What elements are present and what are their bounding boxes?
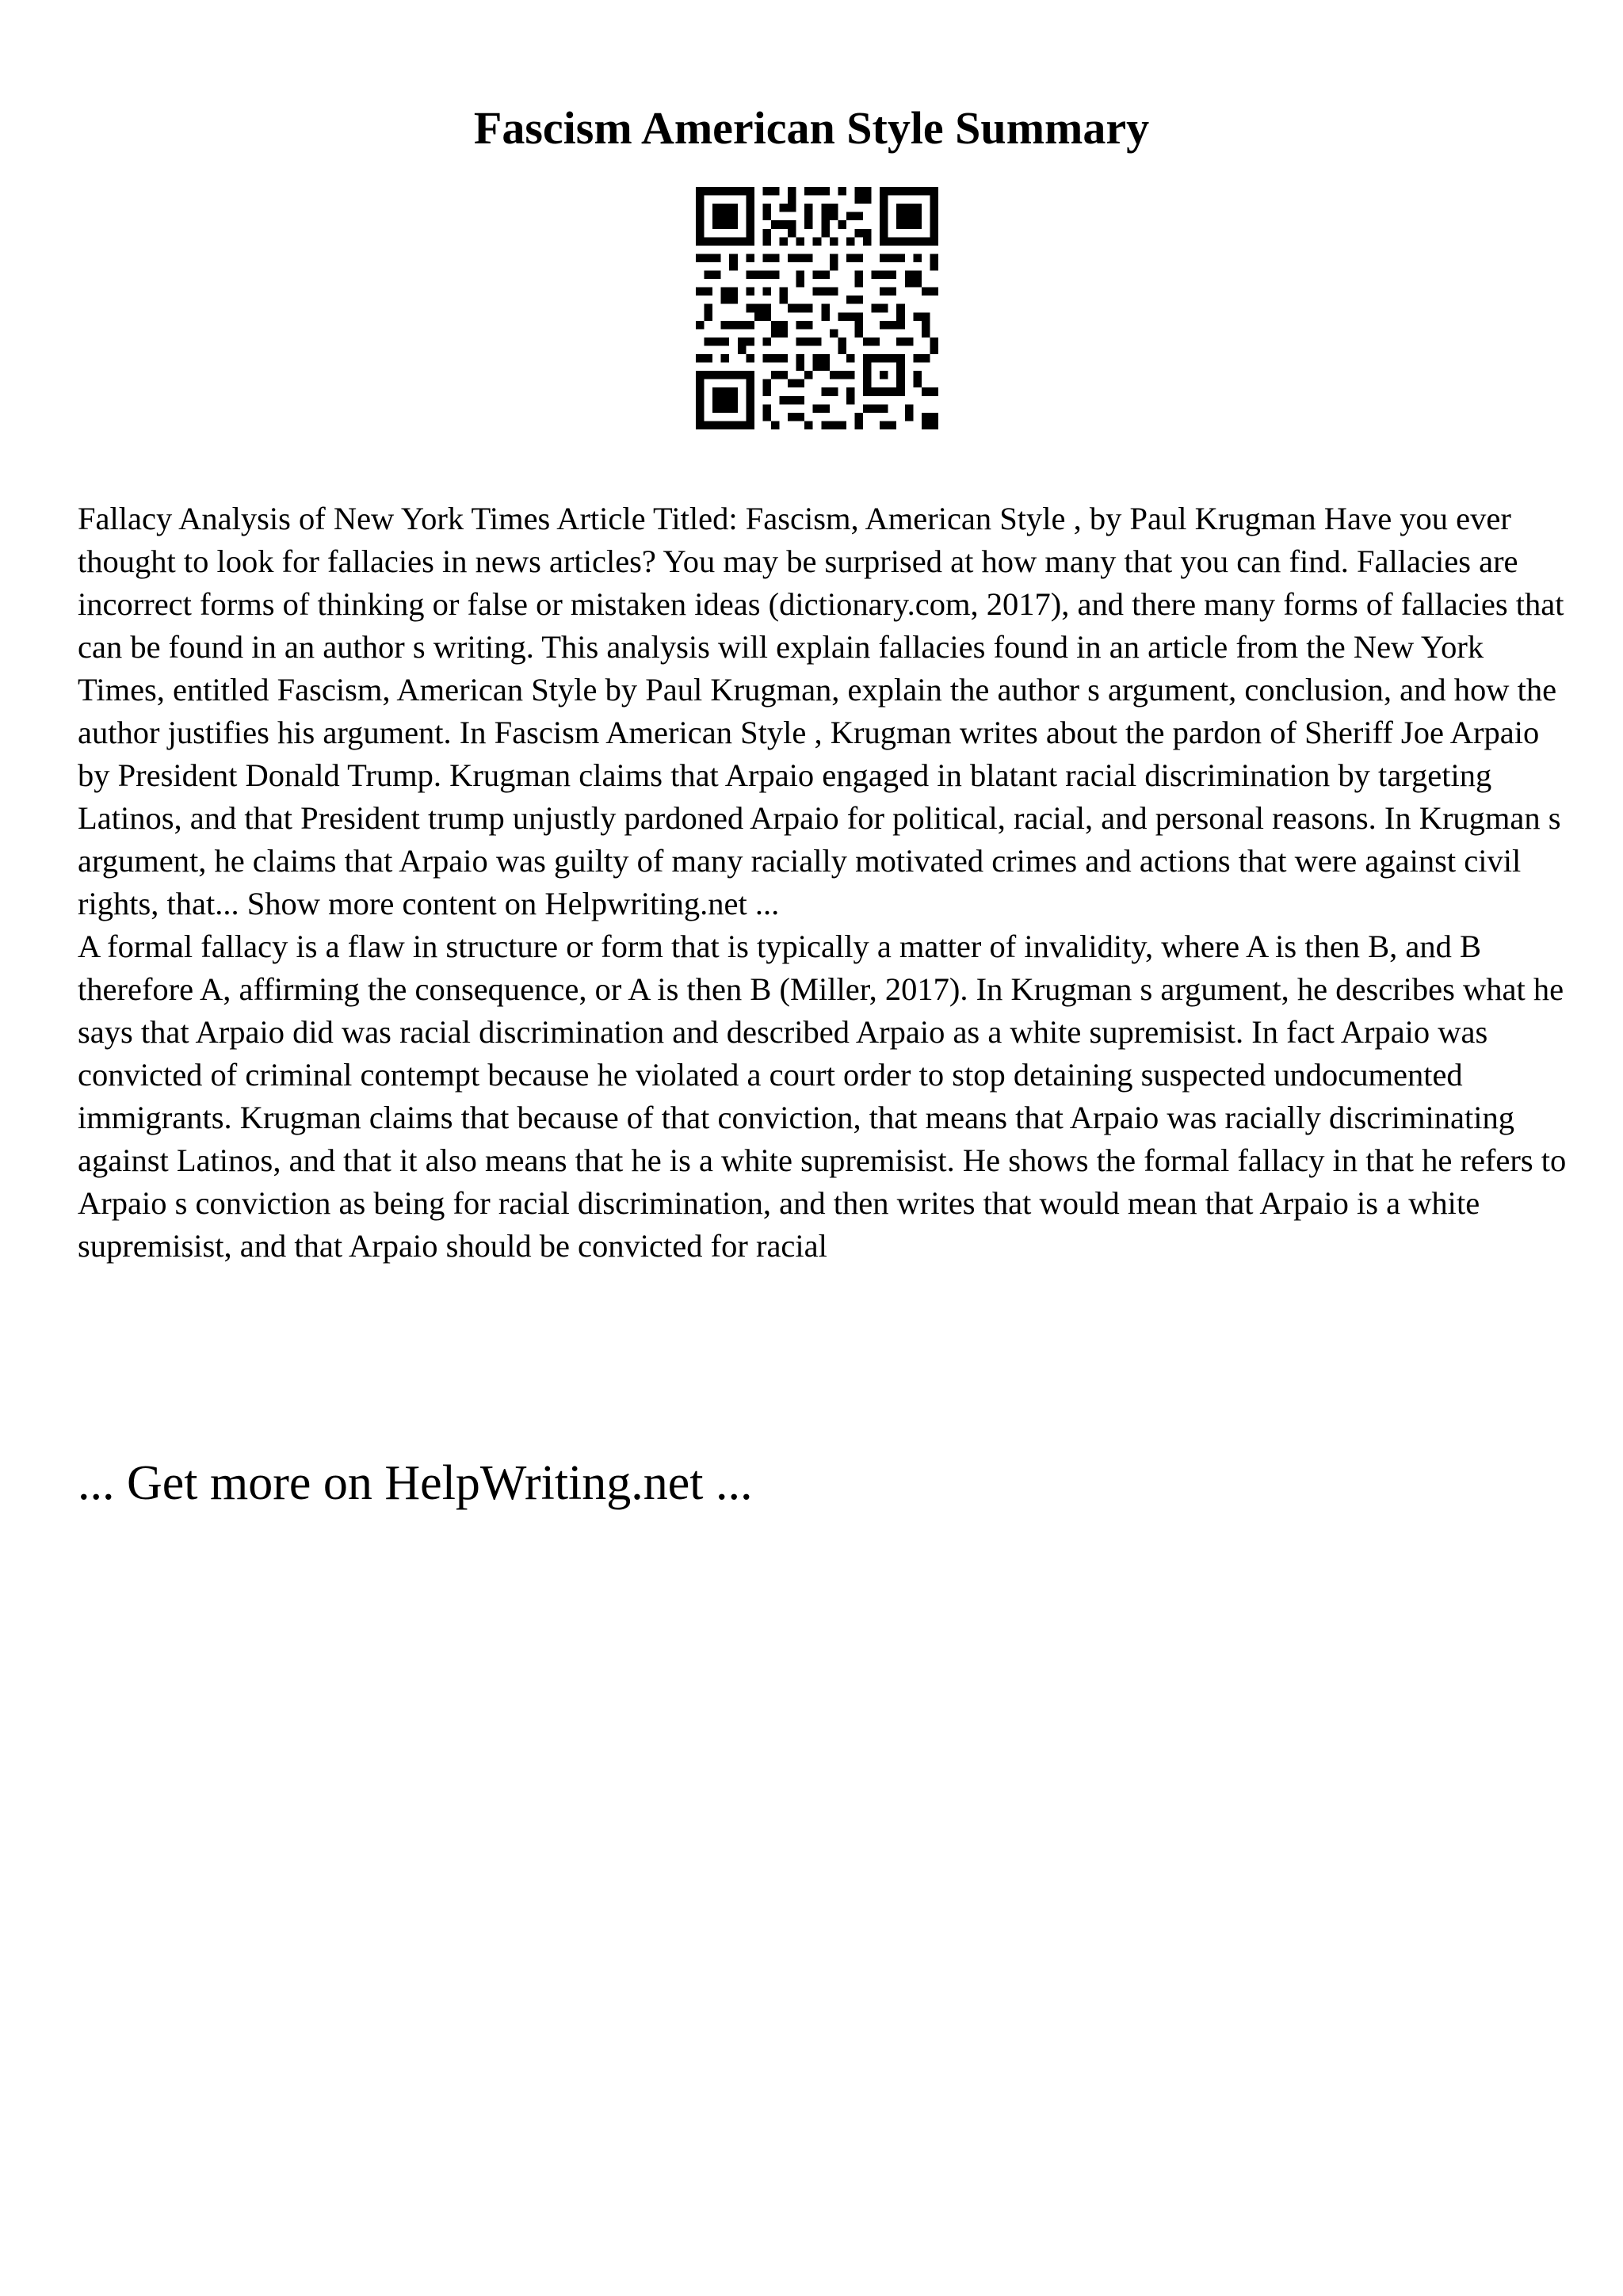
get-more-link[interactable]: ... Get more on HelpWriting.net ...	[78, 1456, 753, 1510]
paragraph: Fallacy Analysis of New York Times Article Titled: Fascism, American Style , by Paul Krugman Have you ever thought to look for fallacies in news articles? You may be surprised at how many that you can find. Fallacies are incorrect forms of thinking or false or mistaken ideas (dictionary.com, 2017), and there many forms of fallacies that can be found in an author s writing. This analysis will explain fallacies found in an article from the New York Times, entitled Fascism, American Style by Paul Krugman, explain the author s argument, conclusion, and how the author justifies his argument. In Fascism American Style , Krugman writes about the pardon of Sheriff Joe Arpaio by President Donald Trump. Krugman claims that Arpaio engaged in blatant racial discrimination by targeting Latinos, and that President trump unjustly pardoned Arpaio for political, racial, and personal reasons. In Krugman s argument, he claims that Arpaio was guilty of many racially motivated crimes and actions that were against civil rights, that... Show more content on Helpwriting.net ...	[78, 501, 1564, 921]
qr-code-icon	[696, 187, 938, 429]
paragraph: A formal fallacy is a flaw in structure or form that is typically a matter of invalidity, where A is then B, and B therefore A, affirming the consequence, or A is then B (Miller, 2017). In Krugman s argument, he describes what he says that Arpaio did was racial discrimination and described Arpaio as a white supremisist. In fact Arpaio was convicted of criminal contempt because he violated a court order to stop detaining suspected undocumented immigrants. Krugman claims that because of that conviction, that means that Arpaio was racially discriminating against Latinos, and that it also means that he is a white supremisist. He shows the formal fallacy in that he refers to Arpaio s conviction as being for racial discrimination, and then writes that would mean that Arpaio is a white supremisist, and that Arpaio should be convicted for racial	[78, 929, 1567, 1264]
article-body	[78, 498, 1568, 1268]
page-title: Fascism American Style Summary	[473, 102, 1150, 154]
